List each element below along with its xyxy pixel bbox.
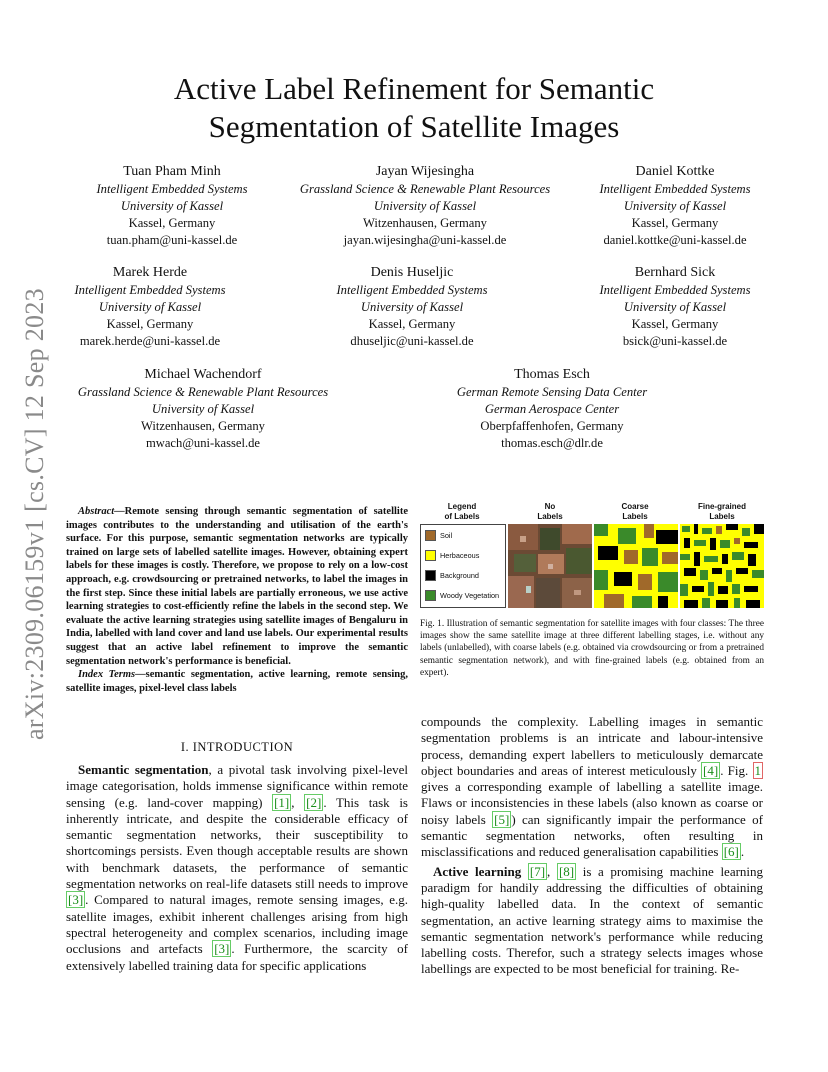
author-block (599, 162, 750, 249)
author-block (457, 365, 647, 452)
author-affiliation: Intelligent Embedded Systems (599, 283, 751, 297)
legend-swatch (425, 530, 436, 541)
author-affiliation: Grassland Science & Renewable Plant Resources (77, 385, 329, 399)
index-terms (66, 668, 408, 695)
author-affiliation: University of Kassel (623, 199, 727, 213)
author-email[interactable]: thomas.esch@dlr.de (501, 436, 603, 450)
figure-header-text: Fine-grained Labels (697, 502, 746, 521)
arxiv-stamp: arXiv:2309.06159v1 [cs.CV] 12 Sep 2023 (20, 288, 49, 740)
author-block (78, 365, 328, 452)
author-affiliation: University of Kassel (98, 300, 202, 314)
author-affiliation: Grassland Science & Renewable Plant Resources (299, 182, 551, 196)
author-block (96, 162, 247, 249)
author-city: Witzenhausen, Germany (363, 216, 487, 230)
figure-header (595, 502, 675, 521)
section-heading: I. INTRODUCTION (180, 740, 294, 754)
citation-link[interactable]: [4] (703, 762, 719, 778)
figure-header-text: Legend of Labels (444, 502, 480, 521)
author-name: Thomas Esch (514, 367, 590, 382)
author-affiliation: University of Kassel (373, 199, 477, 213)
text-run: . Compared to natural images, remote sensing images, e.g. satellite images, exhibit inherent challenges arising from high spectral heterogeneity and complex scenarios, including image occlusions and artefacts (66, 892, 408, 957)
author-name: Jayan Wijesingha (375, 164, 475, 179)
author-affiliation: University of Kassel (623, 300, 727, 314)
legend-item (425, 588, 499, 602)
bold-term: Semantic segmentation (78, 762, 209, 777)
author-email[interactable]: tuan.pham@uni-kassel.de (106, 233, 238, 247)
author-affiliation: University of Kassel (151, 402, 255, 416)
figure-reference-link[interactable]: 1 (754, 762, 761, 778)
text-run: . Fig. (720, 762, 753, 778)
abstract-paragraph (66, 505, 408, 668)
author-name: Denis Huseljic (370, 265, 454, 280)
text-run: , a pivotal task involving pixel-level image categorisation, holds immense significance within remote sensing (e.g. land-cover mapping) (66, 762, 408, 810)
citation-link[interactable]: [5] (494, 811, 510, 827)
author-city: Witzenhausen, Germany (141, 419, 265, 433)
right-column (421, 714, 763, 978)
figure-header-text: No Labels (537, 502, 563, 521)
author-affiliation: Intelligent Embedded Systems (96, 182, 248, 196)
intro-paragraph (421, 864, 763, 978)
text-run: . Furthermore, the scarcity of extensively labelled training data for specific applications (66, 941, 408, 973)
author-email[interactable]: dhuseljic@uni-kassel.de (350, 334, 474, 348)
text-run: , (547, 863, 557, 879)
text-run: , (291, 794, 305, 810)
author-name: Tuan Pham Minh (123, 164, 221, 179)
author-city: Kassel, Germany (631, 216, 719, 230)
author-affiliation: Intelligent Embedded Systems (74, 283, 226, 297)
intro-paragraph (66, 762, 408, 974)
text-run: is a promising machine learning paradigm for handily addressing the difficulties of obtaining high-quality labelled data. In the context of semantic segmentation, an active learning strategy aims to maximise the semantic segmentation network's performance while reducing labelling costs. Therefor, such a strategy selects images whose labellings are expected to be most beneficial for training. Re- (421, 863, 764, 977)
figure-header (682, 502, 762, 521)
text-run: . This task is inherently intricate, and despite the considerable efficacy of semantic segmentation networks, their susceptibility to shortcomings persists. Even though acceptable results are shown with benchmark datasets, the performance of semantic segmentation networks on real-life datasets still needs to improve (66, 794, 408, 892)
author-name: Marek Herde (112, 265, 188, 280)
citation-link[interactable]: [3] (68, 892, 84, 908)
legend-item (425, 548, 479, 562)
abstract-label: Abstract (78, 506, 115, 517)
title-line-1: Active Label Refinement for Semantic (173, 71, 655, 106)
author-affiliation: University of Kassel (120, 199, 224, 213)
author-email[interactable]: mwach@uni-kassel.de (145, 436, 261, 450)
author-block (300, 162, 550, 249)
author-city: Kassel, Germany (106, 317, 194, 331)
citation-link[interactable]: [6] (723, 844, 739, 860)
citation-link[interactable]: [1] (274, 794, 290, 810)
index-terms-label: Index Terms (78, 669, 136, 681)
legend-swatch (425, 590, 436, 601)
author-affiliation: German Aerospace Center (484, 402, 620, 416)
legend-item (425, 568, 479, 582)
figure-header (510, 502, 590, 521)
legend-label: Woody Vegetation (440, 590, 500, 600)
citation-link[interactable]: [3] (214, 941, 230, 957)
author-city: Kassel, Germany (368, 317, 456, 331)
legend-swatch (425, 570, 436, 581)
bold-term: Active learning (433, 863, 522, 879)
author-affiliation: Intelligent Embedded Systems (336, 283, 488, 297)
author-affiliation: Intelligent Embedded Systems (599, 182, 751, 196)
coarse-labels-image (594, 524, 678, 608)
legend-swatch (425, 550, 436, 561)
legend-label: Herbaceous (440, 550, 480, 560)
legend-label: Background (440, 570, 479, 580)
left-column (66, 762, 408, 974)
figure-header (422, 502, 502, 521)
abstract-text: —Remote sensing through semantic segmentation of satellite images contributes to the understanding and utilisation of the earth's surface. For this purpose, semantic segmentation networks are typically trained on large sets of labelled satellite images. However, obtaining expert labels for these images is costly. Therefore, we propose to rely on a low-cost approach, e.g. crowdsourcing or pretrained networks, to label the images in the first step. Since these initial labels are partially erroneous, we use active learning strategies to cost-efficiently refine the labels in the second step. We evaluate the active learning strategies using satellite images of Bengaluru in India, labelled with land cover and land use labels. Our experimental results suggest that an active label refinement to improve the semantic segmentation network's performance is beneficial. (66, 506, 408, 667)
author-email[interactable]: daniel.kottke@uni-kassel.de (603, 233, 747, 247)
citation-link[interactable]: [8] (558, 863, 575, 879)
text-run: ) can significantly impair the performance of semantic segmentation networks, often resulting in misclassifications and reduced generalisation capabilities (421, 811, 763, 860)
figure-caption: Fig. 1. Illustration of semantic segmentation for satellite images with four classes: The three images show the same satellite image at three different labelling stages, i.e. without any labels (unlabelled), with coarse labels (e.g. obtained via crowdsourcing or from a pretrained semantic segmentation network), and with fine-grained labels (e.g. obtained from an expert). (420, 619, 764, 678)
author-name: Bernhard Sick (634, 265, 716, 280)
title-line-2: Segmentation of Satellite Images (208, 109, 620, 144)
author-city: Oberpfaffenhofen, Germany (480, 419, 624, 433)
paper-title (60, 70, 768, 146)
author-city: Kassel, Germany (128, 216, 216, 230)
author-block (74, 263, 225, 350)
figure-header-text: Coarse Labels (621, 502, 649, 521)
author-email[interactable]: jayan.wijesingha@uni-kassel.de (343, 233, 507, 247)
legend-item (425, 528, 452, 542)
fine-grained-labels-image (680, 524, 764, 608)
legend-label: Soil (440, 530, 453, 540)
author-city: Kassel, Germany (631, 317, 719, 331)
author-affiliation: German Remote Sensing Data Center (456, 385, 648, 399)
text-run: gives a corresponding example of labelling a satellite image. Flaws or inconsistencies in these labels (also known as coarse or noisy labels (421, 779, 763, 827)
satellite-image-no-labels (508, 524, 592, 608)
figure-legend (420, 524, 506, 608)
author-name: Daniel Kottke (635, 164, 715, 179)
text-run: . (740, 844, 745, 860)
text-run: compounds the complexity. Labelling images in semantic segmentation problems is an intricate and labour-intensive process, demanding expert labellers to meticulously demarcate object boundaries and areas of interest meticulously (421, 714, 763, 778)
author-name: Michael Wachendorf (144, 367, 262, 382)
figure-1 (420, 502, 764, 607)
citation-link[interactable]: [2] (306, 794, 322, 810)
index-terms-text: —semantic segmentation, active learning, remote sensing, satellite images, pixel-level class labels (66, 669, 408, 694)
author-affiliation: University of Kassel (360, 300, 464, 314)
text-run (521, 864, 528, 879)
intro-paragraph (421, 714, 763, 861)
author-email[interactable]: bsick@uni-kassel.de (622, 334, 728, 348)
author-email[interactable]: marek.herde@uni-kassel.de (79, 334, 221, 348)
citation-link[interactable]: [7] (529, 863, 546, 879)
author-block (599, 263, 750, 350)
author-block (336, 263, 487, 350)
abstract (66, 505, 408, 695)
